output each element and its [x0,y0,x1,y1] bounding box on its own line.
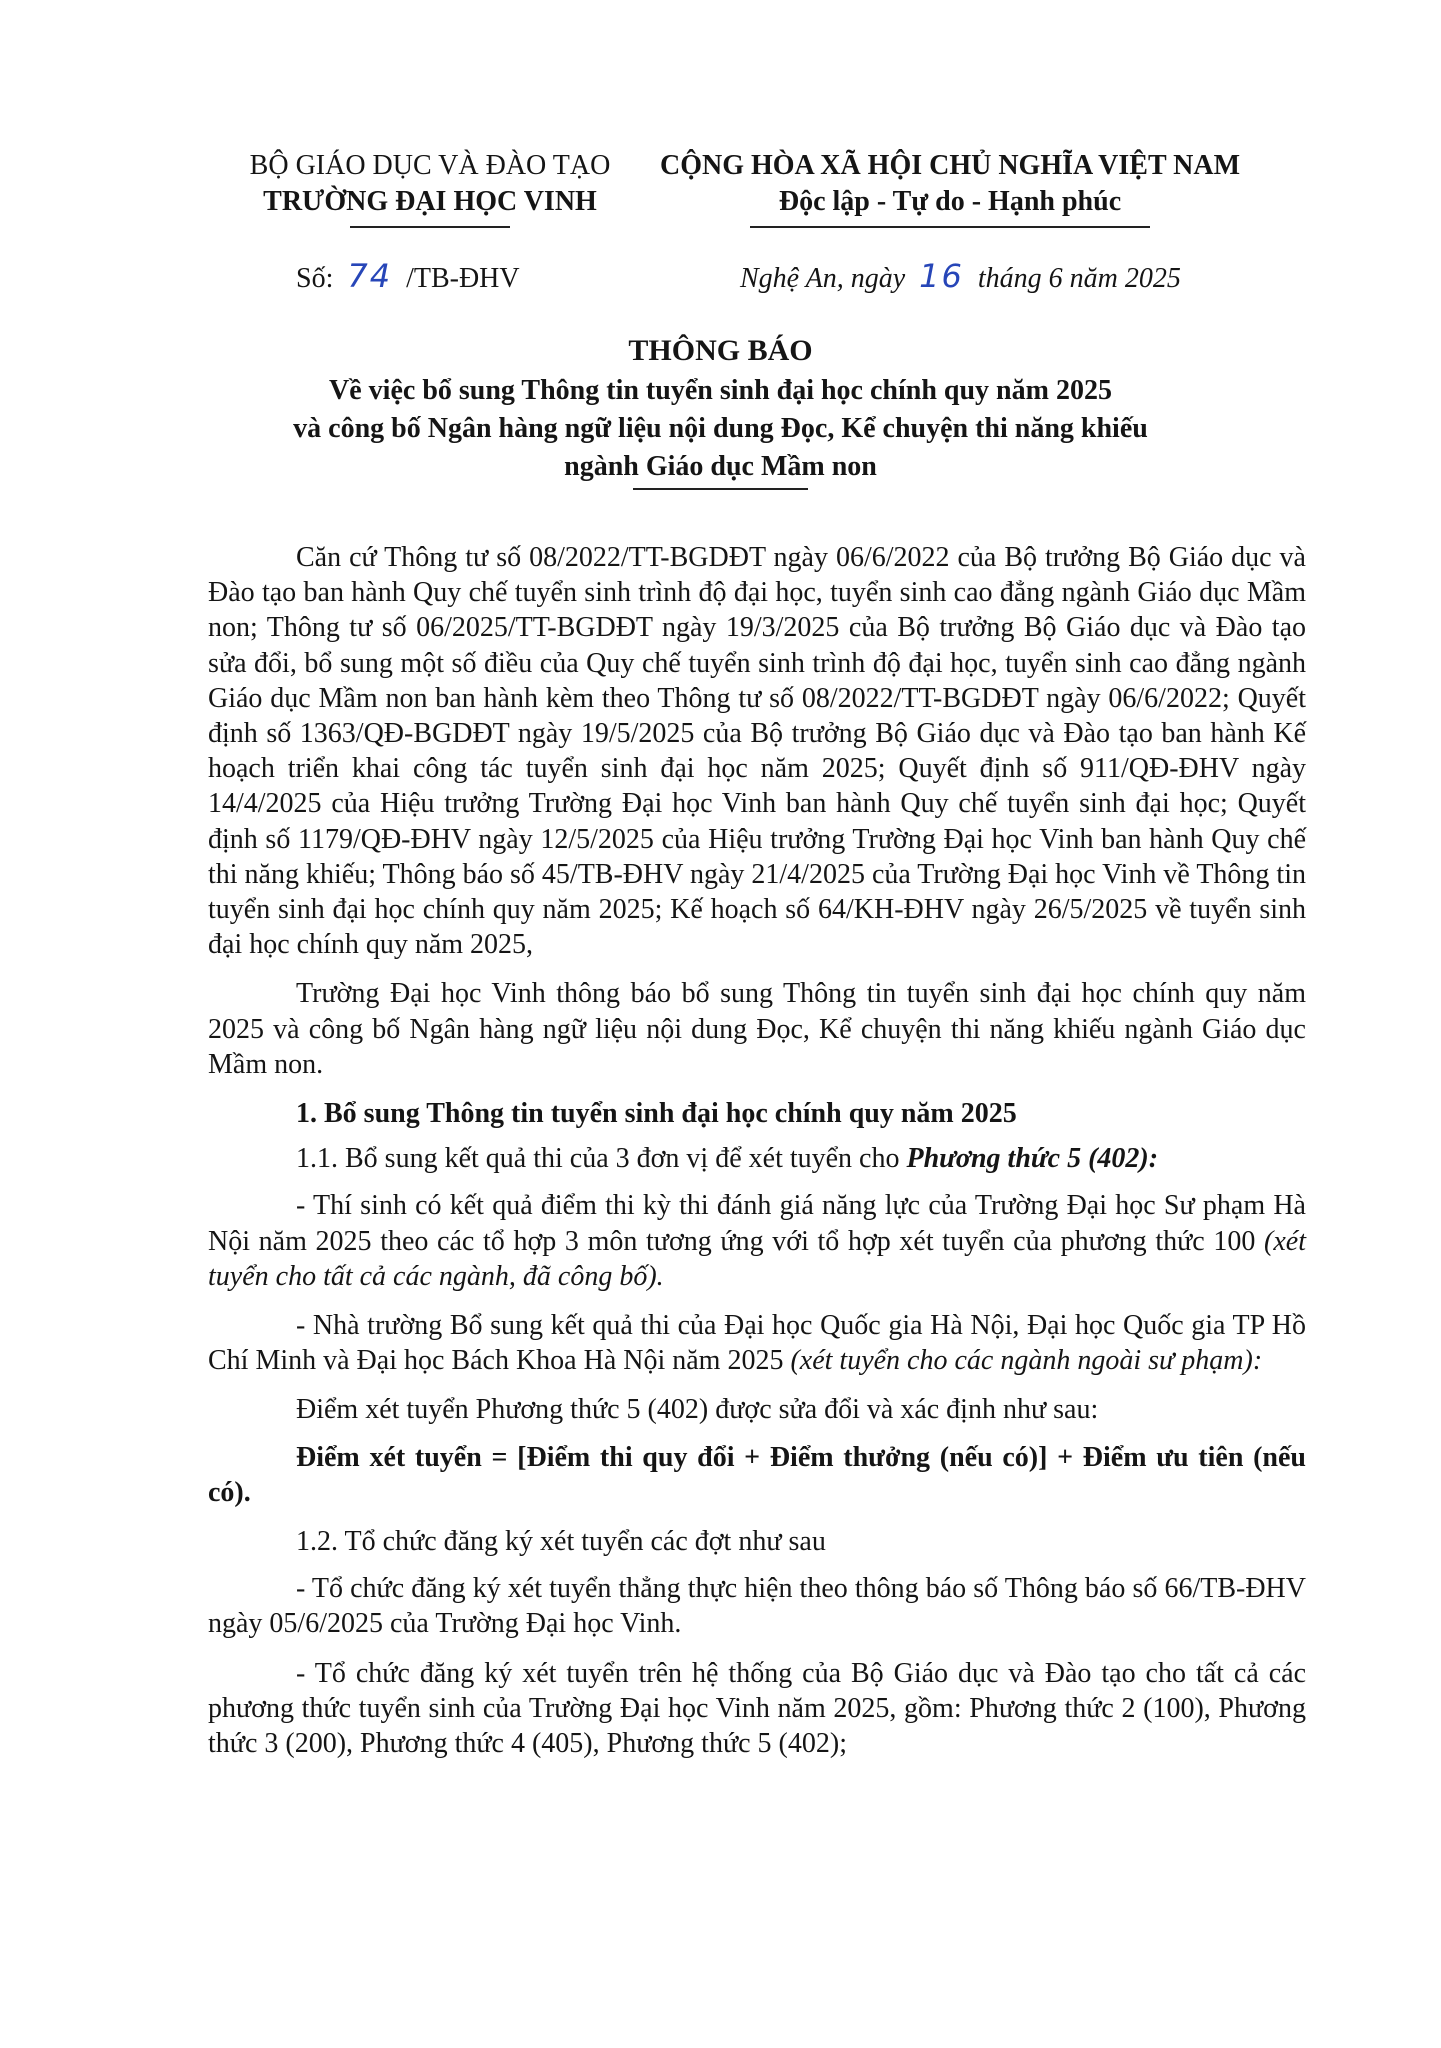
document-title: THÔNG BÁO [628,334,813,367]
date-suffix: tháng 6 năm 2025 [977,263,1181,294]
item-1-2-number: 1.2. [296,1526,338,1558]
score-formula: Điểm xét tuyển = [Điểm thi quy đổi + Điểm thưởng (nếu có)] + Điểm ưu tiên (nếu có). [208,1441,1306,1508]
country-name: CỘNG HÒA XÃ HỘI CHỦ NGHĨA VIỆT NAM [659,150,1241,181]
number-prefix: Số: [296,263,334,294]
handwritten-day: 16 [919,257,964,295]
legal-basis-paragraph: Căn cứ Thông tư số 08/2022/TT-BGDĐT ngày 06/6/2022 của Bộ trưởng Bộ Giáo dục và Đào tạo ban hành Quy chế tuyển sinh trình độ đại học, tuyển sinh cao đẳng ngành Giáo dục Mầm non; Thông tư số 06/2025/TT-BGDĐT ngày 19/3/2025 của Bộ trưởng Bộ Giáo dục và Đào tạo sửa đổi, bổ sung một số điều của Quy chế tuyển sinh trình độ đại học, tuyển sinh cao đẳng ngành Giáo dục Mầm non ban hành kèm theo Thông tư số 08/2022/TT-BGDĐT ngày 06/6/2022; Quyết định số 1363/QĐ-BGDĐT ngày 19/5/2025 của Bộ trưởng Bộ Giáo dục và Đào tạo ban hành Kế hoạch triển khai công tác tuyển sinh đại học năm 2025; Quyết định số 911/QĐ-ĐHV ngày 14/4/2025 của Hiệu trưởng Trường Đại học Vinh ban hành Quy chế tuyển sinh đại học; Quyết định số 1179/QĐ-ĐHV ngày 12/5/2025 của Hiệu trưởng Trường Đại học Vinh ban hành Quy chế thi năng khiếu; Thông báo số 45/TB-ĐHV ngày 21/4/2025 của Trường Đại học Vinh về Thông tin tuyển sinh đại học chính quy năm 2025; Kế hoạch số 64/KH-ĐHV ngày 26/5/2025 về tuyển sinh đại học chính quy năm 2025, [208,542,1306,961]
other-exams-paragraph [208,1308,1306,1378]
document-subtitle [230,372,1211,490]
item-1-1-number: 1.1. [296,1143,338,1175]
hnue-exam-text: - Thí sinh có kết quả điểm thi kỳ thi đánh giá năng lực của Trường Đại học Sư phạm Hà Nội năm 2025 theo các tổ hợp 3 môn tương ứng với tổ hợp xét tuyển của phương thức 100 [208,1190,1306,1257]
ministry-name: BỘ GIÁO DỤC VÀ ĐÀO TẠO [249,150,611,181]
other-exams-note: (xét tuyển cho các ngành ngoài sư phạm): [790,1345,1263,1377]
handwritten-number: 74 [347,257,393,295]
score-definition-intro: Điểm xét tuyển Phương thức 5 (402) được sửa đổi và xác định như sau: [296,1394,1099,1426]
subtitle-line-2: và công bố Ngân hàng ngữ liệu nội dung Đọc, Kể chuyện thi năng khiếu [293,413,1148,444]
national-motto-block [640,148,1260,228]
issuer-underline [350,226,510,228]
document-number-row [0,258,1441,298]
item-1-2-paragraph [208,1524,1306,1559]
university-name: TRƯỜNG ĐẠI HỌC VINH [263,186,597,217]
section-1-heading: 1. Bổ sung Thông tin tuyển sinh đại học chính quy năm 2025 [296,1098,1017,1130]
document-body [208,540,1306,1775]
other-exams-text: - Nhà trường Bổ sung kết quả thi của Đại học Quốc gia Hà Nội, Đại học Quốc gia TP Hồ Chí Minh và Đại học Bách Khoa Hà Nội năm 2025 [208,1310,1306,1377]
subtitle-line-1: Về việc bổ sung Thông tin tuyển sinh đại học chính quy năm 2025 [329,375,1112,406]
announcement-paragraph: Trường Đại học Vinh thông báo bổ sung Thông tin tuyển sinh đại học chính quy năm 2025 và công bố Ngân hàng ngữ liệu nội dung Đọc, Kể chuyện thi năng khiếu ngành Giáo dục Mầm non. [208,978,1306,1080]
document-date [740,258,1181,297]
hnue-exam-paragraph [208,1188,1306,1294]
subtitle-underline [633,488,808,490]
national-motto: Độc lập - Tự do - Hạnh phúc [778,186,1122,217]
date-prefix: Nghệ An, ngày [740,263,906,294]
item-1-2-text: Tổ chức đăng ký xét tuyển các đợt như sau [338,1526,826,1558]
motto-underline [750,226,1150,228]
ministry-system-paragraph: - Tổ chức đăng ký xét tuyển trên hệ thống của Bộ Giáo dục và Đào tạo cho tất cả các phương thức tuyển sinh của Trường Đại học Vinh năm 2025, gồm: Phương thức 2 (100), Phương thức 3 (200), Phương thức 4 (405), Phương thức 5 (402); [208,1657,1306,1760]
direct-admission-paragraph: - Tổ chức đăng ký xét tuyển thẳng thực hiện theo thông báo số Thông báo số 66/TB-ĐHV ngày 05/6/2025 của Trường Đại học Vinh. [208,1573,1306,1640]
item-1-1-text: Bổ sung kết quả thi của 3 đơn vị để xét tuyển cho [338,1143,907,1175]
issuer-block [210,148,650,228]
item-1-1-method: Phương thức 5 (402): [906,1143,1159,1175]
hnue-exam-note: (xét tuyển cho tất cả các ngành, đã công bố). [208,1225,1306,1292]
subtitle-line-3: ngành Giáo dục Mầm non [564,451,877,482]
document-number [296,258,520,297]
number-suffix: /TB-ĐHV [406,263,520,294]
item-1-1-paragraph [208,1141,1306,1176]
